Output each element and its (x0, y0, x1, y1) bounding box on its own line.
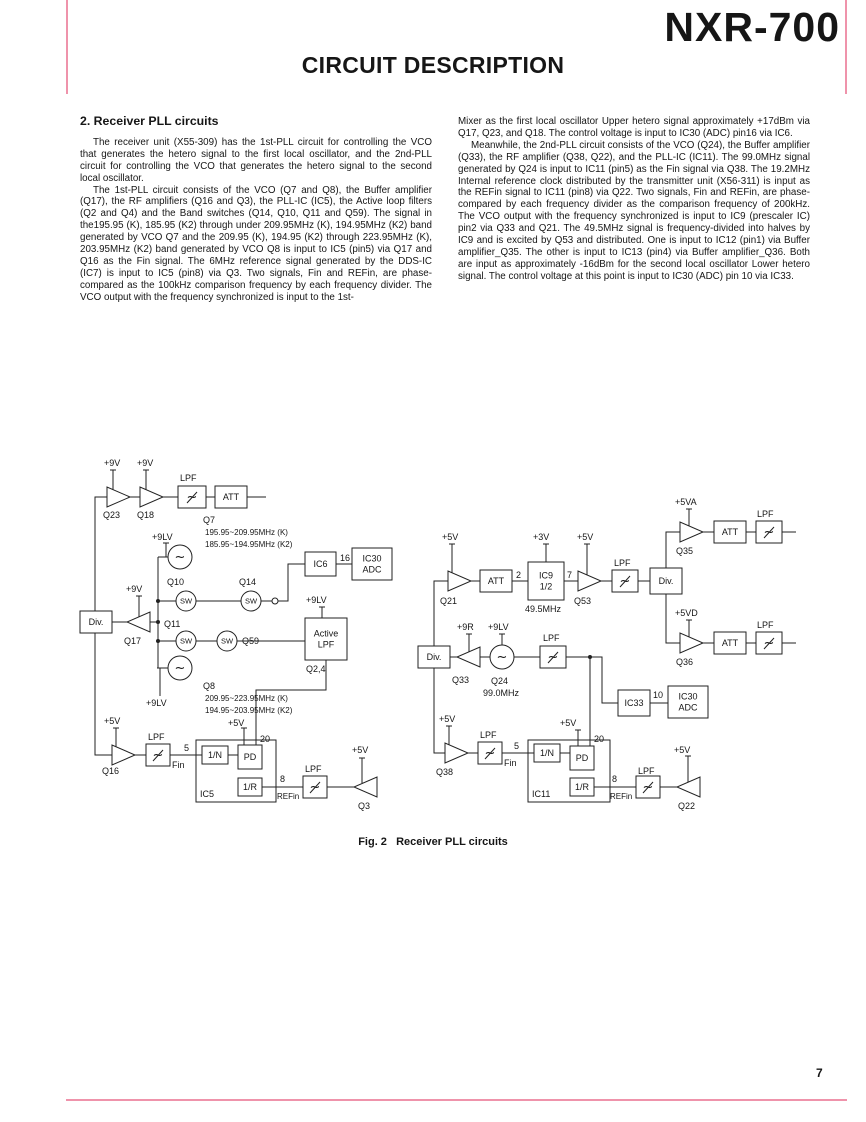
q36-amp (680, 633, 703, 653)
wire (666, 594, 680, 643)
supply-label: +3V (533, 532, 550, 542)
body-paragraph: Mixer as the first local oscillator Upper hetero signal approximately +17dBm via Q17, Q23, and Q18. The control voltage is input to IC30 (ADC) pin16 via IC6. (458, 116, 810, 139)
component-label: Q16 (102, 766, 120, 776)
q23-amp (107, 487, 130, 507)
block-label: LPF (757, 509, 774, 519)
ic30-adc-box-text: ADC (362, 564, 382, 575)
q35-amp (680, 522, 703, 542)
phase-detector-box-text: PD (243, 752, 257, 762)
q10-switch-text: SW (179, 596, 193, 606)
pin-label: 16 (340, 553, 351, 563)
ic9-box-text: 1/2 (539, 581, 553, 592)
component-label: Q10 (167, 577, 185, 587)
junction-dot (156, 620, 160, 624)
pin-label: 20 (594, 734, 605, 744)
q11-switch-text: SW (179, 636, 193, 646)
freq-label: 99.0MHz (483, 688, 520, 698)
freq-label: 49.5MHz (525, 604, 562, 614)
ic6-box-text: IC6 (313, 559, 328, 569)
supply-label: +9LV (306, 595, 327, 605)
wire (434, 581, 448, 646)
q3-amp (354, 777, 377, 797)
supply-label: +9LV (152, 532, 173, 542)
supply-label: +5V (674, 745, 691, 755)
component-label: Q24 (491, 676, 509, 686)
supply-label: +5VD (675, 608, 698, 618)
supply-label: +5VA (675, 497, 697, 507)
div-box-text: Div. (426, 652, 442, 662)
supply-label: +9V (137, 458, 154, 468)
block-label: LPF (614, 558, 631, 568)
body-paragraph: The receiver unit (X55-309) has the 1st-PLL circuit for controlling the VCO that generates the hetero signal to the first local oscillator, and the 2nd-PLL circuit for controlling the VCO that generates the hetero signal to the second local oscillator. (80, 136, 432, 184)
q18-amp (140, 487, 163, 507)
ic9-box-text: IC9 (538, 570, 554, 581)
signal-label: REFin (610, 792, 633, 801)
lpf-symbol: ~ (152, 748, 164, 763)
pin-label: 5 (184, 743, 190, 753)
component-label: IC11 (532, 789, 551, 799)
block-label: LPF (757, 620, 774, 630)
q7-vco-text: ~ (174, 550, 186, 565)
freq-label: 185.95~194.95MHz (K2) (205, 540, 293, 549)
ic30-adc-box-text: IC30 (678, 691, 698, 702)
q24-vco-text: ~ (496, 650, 508, 665)
lpf-symbol: ~ (642, 780, 654, 795)
div-box-text: Div. (658, 576, 674, 586)
component-label: Q33 (452, 675, 470, 685)
block-label: LPF (543, 633, 560, 643)
model-number: NXR-700 (664, 4, 840, 50)
section-heading: 2. Receiver PLL circuits (80, 114, 219, 128)
component-label: Q18 (137, 510, 155, 520)
signal-label: Fin (504, 758, 517, 768)
active-lpf-box-text: Active (313, 628, 339, 639)
q38-amp (445, 743, 468, 763)
supply-label: +9V (126, 584, 143, 594)
component-label: IC5 (200, 789, 215, 799)
q59-switch-text: SW (220, 636, 234, 646)
lpf-symbol: ~ (309, 780, 321, 795)
lpf-symbol: ~ (547, 650, 559, 665)
component-label: Q53 (574, 596, 592, 606)
block-label: LPF (480, 730, 497, 740)
supply-label: +9R (457, 622, 474, 632)
supply-label: +5V (228, 718, 245, 728)
att-box-text: ATT (222, 492, 240, 502)
signal-label: Fin (172, 760, 185, 770)
lpf-symbol: ~ (763, 636, 775, 651)
block-label: LPF (638, 766, 655, 776)
divider-r-box-text: 1/R (574, 782, 590, 792)
supply-label: +9LV (488, 622, 509, 632)
component-label: Q11 (164, 619, 181, 629)
component-label: Q17 (124, 636, 142, 646)
pin-label: 8 (280, 774, 286, 784)
page-number: 7 (816, 1066, 823, 1080)
wire (566, 657, 618, 703)
supply-label: +5V (560, 718, 577, 728)
component-label: Q35 (676, 546, 694, 556)
supply-label: +9V (104, 458, 121, 468)
pin-label: 2 (516, 570, 522, 580)
div-box-text: Div. (88, 617, 104, 627)
component-label: Q7 (203, 515, 216, 525)
att-box-text: ATT (721, 527, 739, 537)
body-paragraph: The 1st-PLL circuit consists of the VCO (Q7 and Q8), the Buffer amplifier (Q17), the RF amplifiers (Q16 and Q3), the PLL-IC (IC5), the Active loop filters (Q2 and Q4) and the Band switches (Q14, Q10, Q11 and Q59). The signal in the195.95 (K), 185.95 (K2) through under 209.95MHz (K), 194.95MHz (K2) band generated by VCO Q7 and the 209.95 (K), 194.95 (K2) through 223.95MHz (K), 203.95MHz (K2) band generated by VCO Q8 is input to IC5 (pin5) via Q17 and Q16 as the Fin signal. The 6MHz reference signal generated by the DDS-IC (IC7) is input to IC5 (pin8) via Q3. Two signals, Fin and REFin, are phase-compared as the 100kHz comparison frequency by each frequency divider. The VCO output with the frequency synchronized is input to the 1st- (80, 184, 432, 303)
q8-vco-text: ~ (174, 661, 186, 676)
pin-label: 7 (567, 570, 573, 580)
q16-amp (112, 745, 135, 765)
component-label: Q14 (239, 577, 257, 587)
q21-amp (448, 571, 471, 591)
component-label: Q59 (242, 636, 260, 646)
phase-detector-box-text: PD (575, 753, 589, 763)
freq-label: 209.95~223.95MHz (K) (205, 694, 288, 703)
pin-label: 8 (612, 774, 618, 784)
att-box-text: ATT (487, 576, 505, 586)
lpf-symbol: ~ (763, 525, 775, 540)
signal-label: REFin (277, 792, 300, 801)
wire (278, 564, 305, 601)
lpf-symbol: ~ (484, 746, 496, 761)
component-label: Q21 (440, 596, 458, 606)
pin-label: 5 (514, 741, 520, 751)
active-lpf-box-text: LPF (317, 639, 335, 650)
divider-r-box-text: 1/R (242, 782, 258, 792)
component-label: Q8 (203, 681, 216, 691)
junction-dot (156, 639, 160, 643)
component-label: Q2,4 (306, 664, 326, 674)
pin-label: 20 (260, 734, 271, 744)
freq-label: 194.95~203.95MHz (K2) (205, 706, 293, 715)
supply-label: +5V (104, 716, 121, 726)
wire (434, 668, 445, 753)
q14-switch-text: SW (244, 596, 258, 606)
page-title: CIRCUIT DESCRIPTION (301, 52, 565, 78)
component-label: Q38 (436, 767, 454, 777)
freq-label: 195.95~209.95MHz (K) (205, 528, 288, 537)
att-box-text: ATT (721, 638, 739, 648)
pin-label: 10 (653, 690, 664, 700)
figure-caption: Fig. 2 Receiver PLL circuits (358, 836, 508, 848)
component-label: Q23 (103, 510, 121, 520)
block-label: LPF (180, 473, 197, 483)
ic30-adc-box-text: IC30 (362, 553, 382, 564)
component-label: Q3 (358, 801, 371, 811)
block-label: LPF (305, 764, 322, 774)
body-paragraph: Meanwhile, the 2nd-PLL circuit consists of the VCO (Q24), the Buffer amplifier (Q33), the RF amplifier (Q38, Q22), and the PLL-IC (IC11). The 99.0MHz signal generated by Q24 is input to IC11 (pin5) as the Fin signal via Q38. The 19.2MHz Internal reference clock distributed by the transmitter unit (X56-311) is input as the REFin signal to IC11 (pin8) via Q22. Two signals, Fin and REFin, are phase-compared by each frequency divider as the comparison frequency of 200kHz. The VCO output with the frequency synchronized is input to IC9 (prescaler IC) pin2 via Q33 and Q21. The 49.5MHz signal is frequency-divided into halves by IC9 and is excited by Q53 and distributed. One is input to IC12 (pin1) via Buffer amplifier_Q35. The other is input to IC13 (pin4) via Buffer amplifier_Q36. Both are input as approximately -16dBm for the second local oscillator Lower hetero signal. The control voltage at this point is input to IC30 (ADC) pin 10 via IC33. (458, 139, 810, 282)
junction-dot (588, 655, 592, 659)
divider-n-box-text: 1/N (539, 748, 555, 758)
test-point (272, 598, 278, 604)
component-label: Q36 (676, 657, 694, 667)
lpf-symbol: ~ (619, 574, 631, 589)
ic33-box-text: IC33 (624, 698, 644, 708)
supply-label: +5V (352, 745, 369, 755)
block-label: LPF (148, 732, 165, 742)
lpf-symbol: ~ (186, 490, 198, 505)
ic30-adc-box-text: ADC (678, 702, 698, 713)
supply-label: +5V (442, 532, 459, 542)
component-label: Q22 (678, 801, 696, 811)
supply-label: +5V (577, 532, 594, 542)
junction-dot (156, 599, 160, 603)
supply-label: +5V (439, 714, 456, 724)
supply-label: +9LV (146, 698, 167, 708)
wire (95, 633, 112, 755)
divider-n-box-text: 1/N (207, 750, 223, 760)
q53-amp (578, 571, 601, 591)
